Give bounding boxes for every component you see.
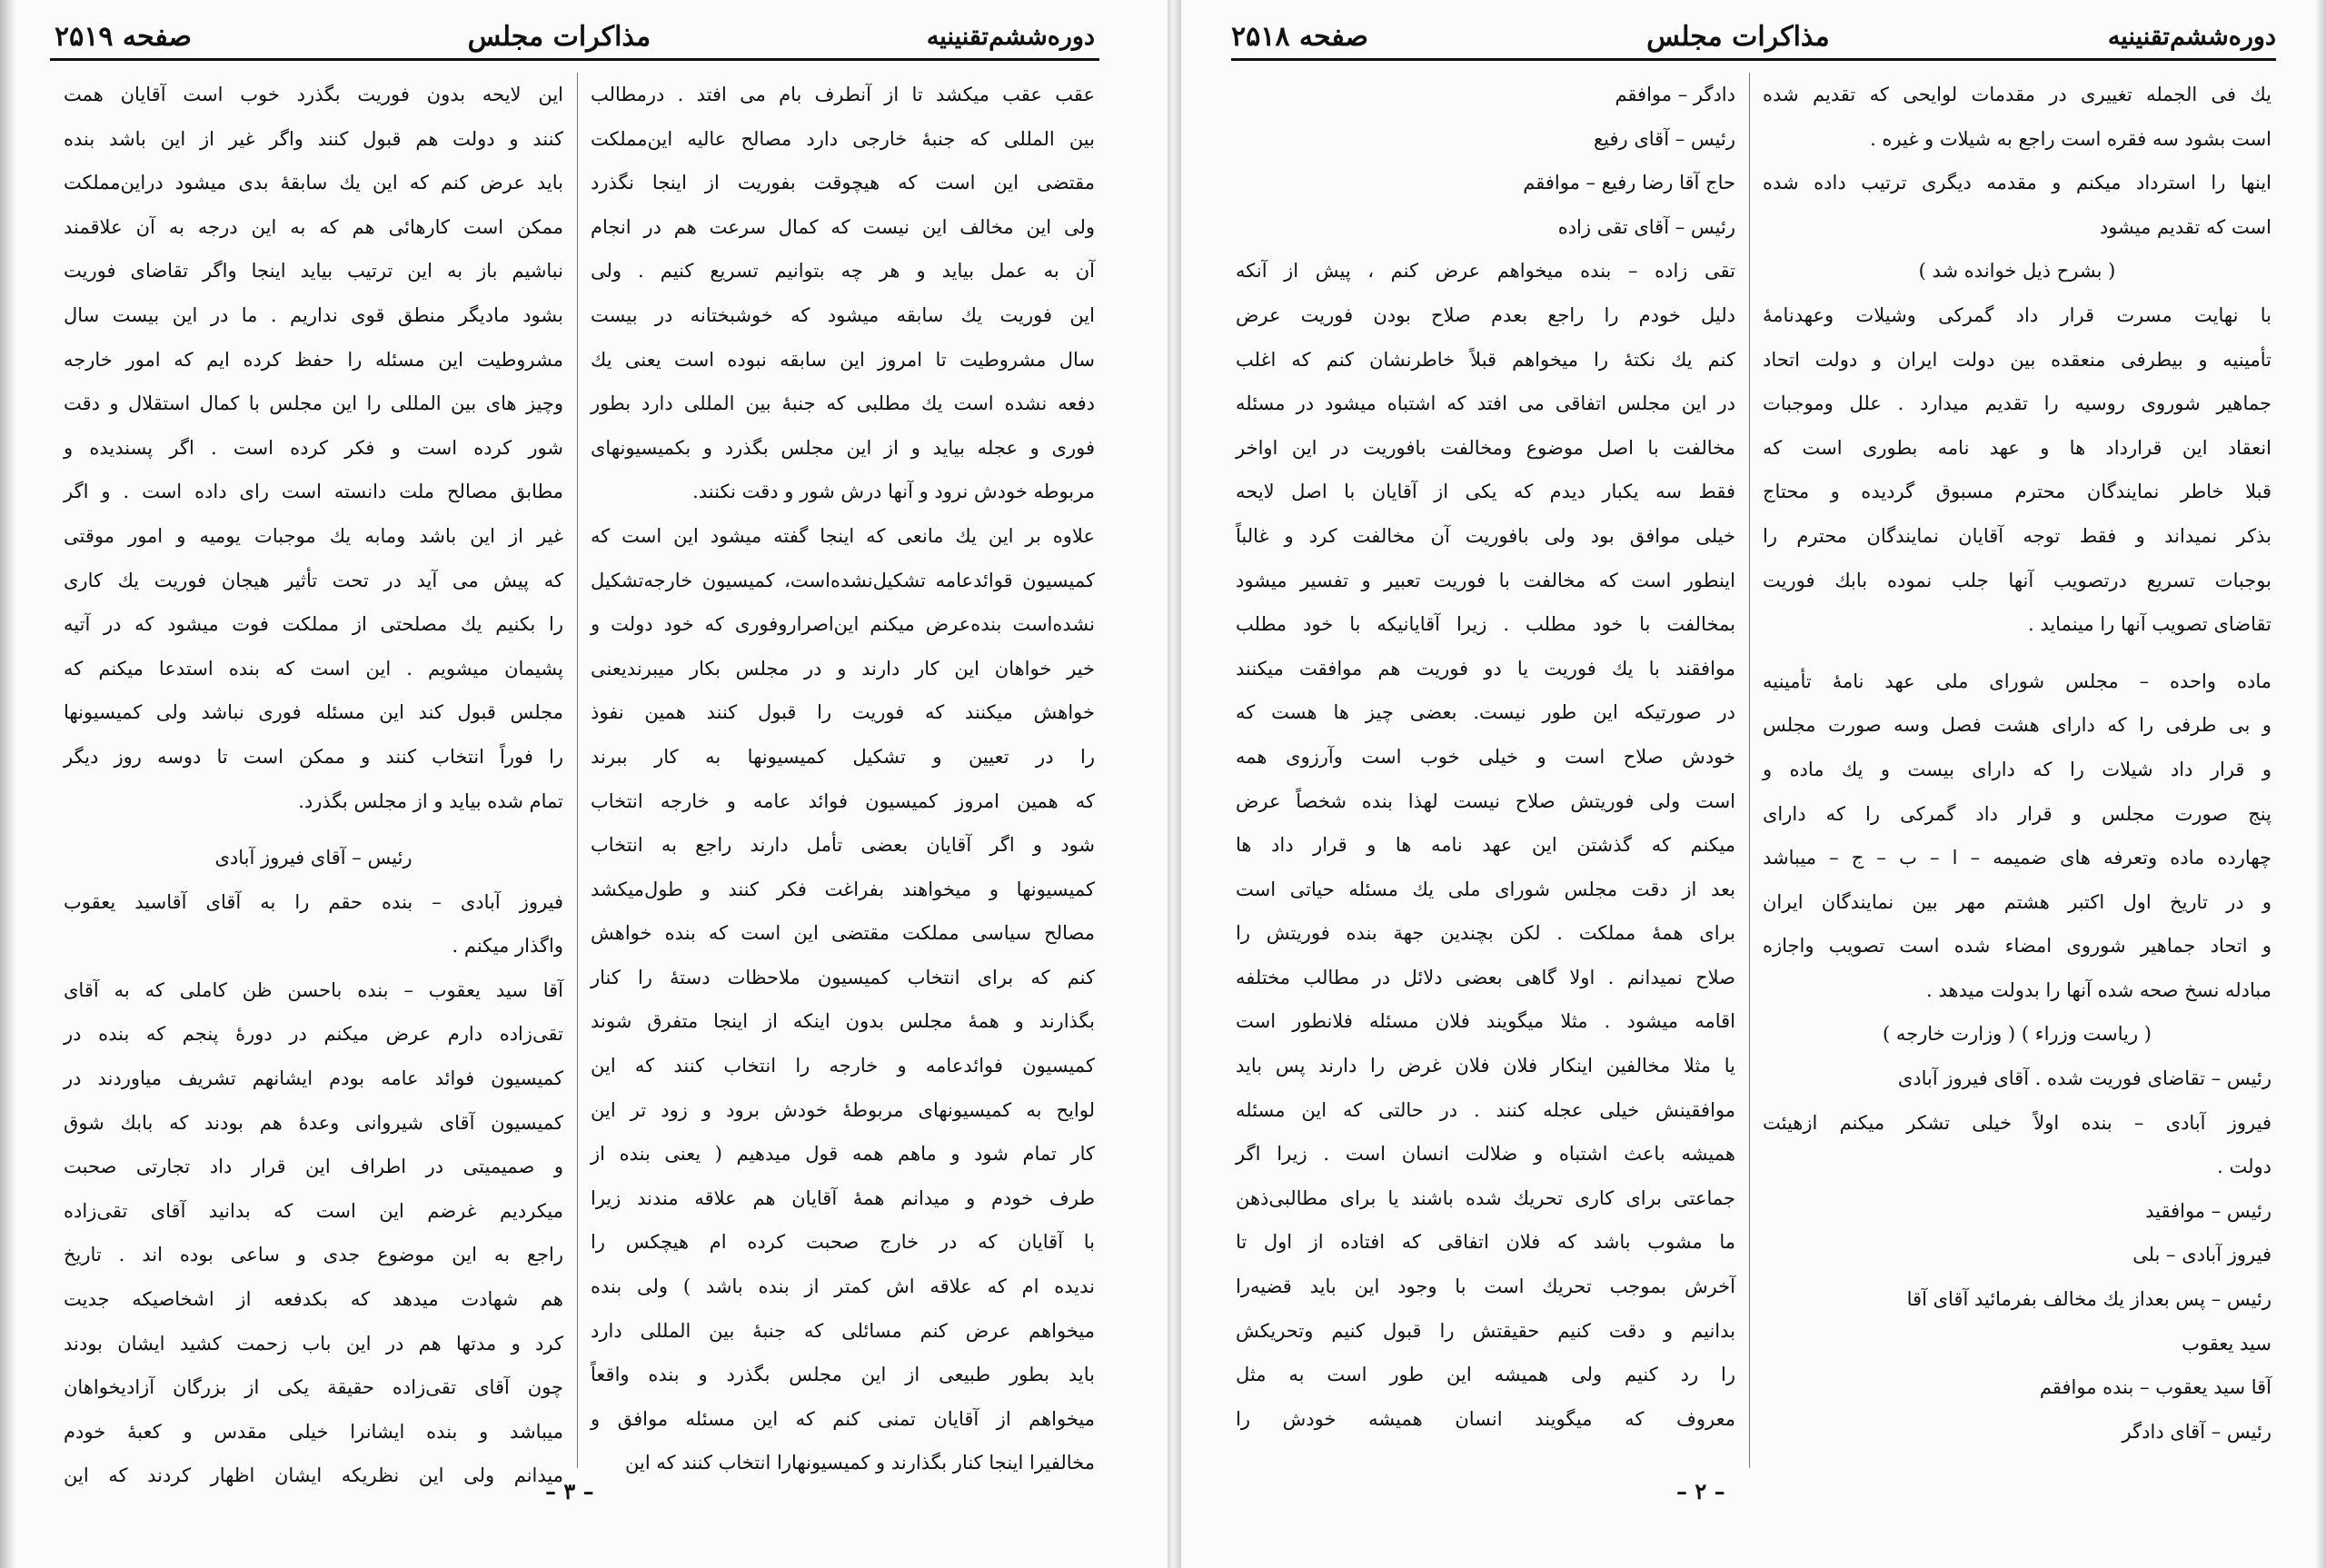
text-line: ( بشرح ذیل خوانده شد ) <box>1918 260 2116 283</box>
text-line: کمیسیونها و میخواهند بفراغت فکر کنند و طول‌میکشد <box>591 878 1095 900</box>
text-line: تقی‌زاده دارم عرض میکنم در دورهٔ پنجم که بنده در <box>64 1023 563 1046</box>
text-column-right <box>591 73 1095 1474</box>
text-line: نشده‌است بنده‌عرض میکنم این‌اصراروفوری که خود دولت و <box>591 613 1095 636</box>
text-line: ممکن است کارهائی هم که به این درجه به آن علاقمند <box>64 215 563 238</box>
page-edge-shadow <box>2315 0 2326 1568</box>
text-line: ماده واحده – مجلس شورای ملی عهد نامهٔ تأمینیه <box>1763 670 2271 692</box>
text-line: واگذار میکنم . <box>452 935 563 958</box>
column-divider <box>577 73 578 1468</box>
text-line: بذکر نمیداند و فقط توجه آقایان نمایندگان محترم را <box>1763 524 2271 547</box>
text-line: کار تمام شود و ماهم همه قول میدهیم ( یعنی بنده از <box>591 1143 1095 1166</box>
page-footer-number: – ۲ – <box>1676 1478 1725 1504</box>
text-line: است بشود سه فقره است راجع به شیلات و غیره . <box>1870 127 2271 150</box>
text-line: علاوه بر این یك مانعی که اینجا گفته میشود این است که <box>591 524 1095 547</box>
text-line: شود و اگر آقایان بعضی تأمل دارند راجع به انتخاب <box>591 834 1095 857</box>
text-line: غیر از این باشد ومابه یك موجبات یومیه و امور موقتی <box>64 524 563 547</box>
text-line: فوری و عجله بیاید و از این مجلس بگذرد و بکمیسیونهای <box>591 436 1095 459</box>
text-line: بوجبات تسریع درتصویب آنها جلب نموده بابك فوریت <box>1763 569 2271 591</box>
text-line: مطابق مصالح ملت دانسته است رای داده است . و اگر <box>64 481 563 503</box>
text-line: چهارده ماده وتعرفه های ضمیمه – ا – ب – ج – میباشد <box>1763 847 2271 869</box>
text-line: جماعتی برای کاری تحریك شده باشند یا برای مطالبی‌ذهن <box>1236 1186 1735 1209</box>
page-number: صفحه ۲۵۱۸ <box>1231 20 1369 53</box>
text-line: خواهش میکنند که فوریت را قبول کنند همین نفوذ <box>591 701 1095 724</box>
text-line: آخرش بموجب تحریك است با وجود این باید قضیه‌را <box>1236 1275 1735 1298</box>
text-line: مخالفت با اصل موضوع ومخالفت بافوریت در این اواخر <box>1236 436 1735 459</box>
text-line: سال مشروطیت تا امروز این سابقه نبوده است یعنی یك <box>591 348 1095 371</box>
header-rule <box>50 58 1099 61</box>
text-line: بشود مادیگر منطق قوی نداریم . ما در این بیست سال <box>64 303 563 326</box>
text-line: رئیس – آقای دادگر <box>2122 1420 2271 1443</box>
text-line: مقتضی این است که هیچوقت بفوریت از اینجا نگذرد <box>591 172 1095 194</box>
text-line: فیروز آبادی – بنده حقم را به آقای آقاسید یعقوب <box>64 890 563 913</box>
page-header <box>55 16 1095 56</box>
text-line: جماهیر شوروی روسیه را تقدیم میدارد . علل وموجبات <box>1763 392 2271 415</box>
page-footer-number: – ۳ – <box>545 1478 594 1504</box>
text-line: رئیس – آقای رفیع <box>1593 127 1735 150</box>
text-line: صلاح نمیدانم . اولا گاهی بعضی دلائل در مطالب مختلفه <box>1236 966 1735 988</box>
text-line: تأمینیه و بیطرفی منعقده بین دولت ایران و دولت اتحاد <box>1763 348 2271 371</box>
text-line: میکنم که گذشتن این عهد نامه ها و قرار داد ها <box>1236 834 1735 857</box>
text-column-right <box>1763 73 2271 1468</box>
text-line: ولی این مخالف این نیست که کمال سرعت هم در انجام <box>591 215 1095 238</box>
header-rule <box>1231 58 2276 61</box>
text-column-left <box>64 73 563 1487</box>
text-line: پشیمان میشویم . این است که بنده استدعا میکنم که <box>64 657 563 680</box>
text-line: مربوطه خودش نرود و آنها درش شور و دقت نکنند. <box>692 481 1095 503</box>
text-line: همیشه باعث اشتباه و ضلالت انسان است . زیرا اگر <box>1236 1143 1735 1166</box>
text-line: اینها را استرداد میکنم و مقدمه دیگری ترتیب داده شده <box>1763 172 2271 194</box>
text-line: کمیسیون فوائد عامه بودم ایشانهم تشریف میاوردند در <box>64 1067 563 1090</box>
text-line: کمیسیون قوائدعامه تشکیل‌نشده‌است، کمیسیون خارجه‌تشکیل <box>591 569 1095 591</box>
text-line: اینطور است که مخالفت با فوریت تعبیر و تفسیر میشود <box>1236 569 1735 591</box>
text-line: کنند و دولت هم قبول کنند واگر غیر از این باشد بنده <box>64 127 563 150</box>
text-line: شور کرده است و فکر کرده است . اگر پسندیده و <box>64 436 563 459</box>
journal-title: مذاكرات مجلس <box>467 20 651 53</box>
text-line: فقط سه یکبار دیدم که یکی از آقایان با اصل لایحه <box>1236 481 1735 503</box>
text-line: کنم که برای انتخاب کمیسیون ملاحظات دستهٔ را کنار <box>591 966 1095 988</box>
page-2518 <box>1181 0 2326 1568</box>
text-line: فیروز آبادی – بنده اولاً خیلی تشکر میکنم ازهیئت <box>1763 1111 2271 1134</box>
text-line: میخواهم از آقایان تمنی کنم که این مسئله موافق و <box>591 1407 1095 1430</box>
page-header <box>1231 16 2276 56</box>
text-line: و بی طرفی را که دارای هشت فصل وسه صورت مجلس <box>1763 714 2271 737</box>
text-line: را رد کنیم ولی همیشه این طور است به مثل <box>1236 1364 1735 1386</box>
text-line: خیلی موافق بود ولی بافوریت آن مخالفت کرد و غالباً <box>1236 524 1735 547</box>
text-line: میدانم ولی این نظریکه ایشان اظهار کردند که این <box>64 1464 563 1487</box>
text-line: خودش صلاح است و خیلی خوب است وآرزوی همه <box>1236 745 1735 768</box>
text-line: بدانیم و دقت کنیم حقیقتش را قبول کنیم وتحریکش <box>1236 1319 1735 1342</box>
text-line: ( ریاست وزراء ) ( وزارت خارجه ) <box>1882 1023 2152 1046</box>
text-line: باید عرض کنم که این یك سابقهٔ بدی میشود در‌این‌مملکت <box>64 172 563 194</box>
text-line: اقامه میشود . مثلا میگویند فلان مسئله فلانطور است <box>1236 1010 1735 1033</box>
text-line: لوایح به کمیسیونهای مربوطهٔ خودش برود و زود تر این <box>591 1098 1095 1121</box>
period-label: دوره‌ششم‌تقنينيه <box>926 22 1095 51</box>
text-line: و اتحاد جماهیر شوروی امضاء شده است تصویب واجازه <box>1763 935 2271 958</box>
text-line: ندیده ام که علاقه اش کمتر از بنده باشد ) ولی بنده <box>591 1275 1095 1298</box>
column-divider <box>1749 73 1750 1468</box>
binding-gutter <box>1168 0 1181 1568</box>
text-line: بین المللی که جنبهٔ خارجی دارد مصالح عالیه این‌مملکت <box>591 127 1095 150</box>
text-line: این فوریت یك سابقه میشود که خوشبختانه در بیست <box>591 303 1095 326</box>
text-column-left <box>1236 73 1735 1468</box>
text-line: سید یعقوب <box>2182 1332 2271 1355</box>
text-line: که همین امروز کمیسیون فوائد عامه و خارجه انتخاب <box>591 789 1095 812</box>
text-line: مخالفیرا اینجا کنار بگذارند و کمیسیونهارا انتخاب کنند که این <box>624 1452 1095 1474</box>
text-line: بگذارند و همهٔ مجلس بدون اینکه از اینجا متفرق شوند <box>591 1010 1095 1033</box>
text-line: بمخالفت با خود مطلب . زیرا آقایانیکه با خود مطلب <box>1236 613 1735 636</box>
text-line: مصالح سیاسی مملکت مقتضی این است که بنده خواهش <box>591 922 1095 945</box>
text-line: موافقینش خیلی عجله کنند . در حالتی که این مسئله <box>1236 1098 1735 1121</box>
text-line: تقاضای تصویب آنها را مینماید . <box>2027 613 2271 636</box>
text-line: آقا سید یعقوب – بنده موافقم <box>2039 1376 2271 1399</box>
text-line: میخواهم عرض کنم مسائلی که جنبهٔ بین المللی دارد <box>591 1319 1095 1342</box>
text-line: مبادله نسخ صحه شده آنها را بدولت میدهد . <box>1926 978 2271 1001</box>
text-line: رئیس – موافقید <box>2145 1199 2271 1222</box>
journal-title: مذاكرات مجلس <box>1646 20 1830 53</box>
text-line: فیروز آبادی – بلی <box>2132 1244 2271 1266</box>
text-line: وچیز های بین المللی را این مجلس با کمال استقلال و دقت <box>64 392 563 415</box>
text-line: تقی زاده – بنده میخواهم عرض کنم ، پیش از آنکه <box>1236 260 1735 283</box>
text-line: برای همهٔ مملکت . لکن بچندین جهة بنده فوریتش را <box>1236 922 1735 945</box>
text-line: رئیس – تقاضای فوریت شده . آقای فیروز آبادی <box>1897 1067 2271 1090</box>
page-edge-shadow <box>0 0 16 1568</box>
text-line: مشروطیت این مسئله را حفظ کرده ایم که امور خارجه <box>64 348 563 371</box>
text-line: طرف خودم و میدانم همهٔ آقایان هم علاقه مندند زیرا <box>591 1186 1095 1209</box>
text-line: را در تعیین و تشکیل کمیسیونها به کار ببرند <box>591 745 1095 768</box>
text-line: با آقایان که در خارج صحبت کرده ام هیچکس را <box>591 1231 1095 1254</box>
text-line: کمیسیون آقای شیروانی وعدهٔ هم بودند که بابك شوق <box>64 1111 563 1134</box>
text-line: حاج آقا رضا رفیع – موافقم <box>1523 172 1735 194</box>
text-line: کمیسیون فوائدعامه و خارجه را انتخاب کنند که این <box>591 1055 1095 1077</box>
text-line: رئیس – آقای تقی زاده <box>1557 215 1735 238</box>
text-line: یك فی الجمله تغییری در مقدمات لوایحی که تقدیم شده <box>1763 84 2271 105</box>
period-label: دوره‌ششم‌تقنينيه <box>2107 22 2276 51</box>
text-line: با نهایت مسرت قرار داد گمرکی وشیلات وعهدنامهٔ <box>1763 303 2271 326</box>
text-line: پنج صورت مجلس و قرار داد گمرکی را که دارای <box>1763 802 2271 825</box>
text-line: کرد و مدتها هم در این باب زحمت کشید ایشان بودند <box>64 1332 563 1355</box>
text-line: میکردیم غرضم این است که بدانید آقای تقی‌زاده <box>64 1199 563 1222</box>
text-line: میباشد و بنده ایشانرا خیلی مقدس و کعبهٔ خودم <box>64 1420 563 1443</box>
speaker-heading: رئیس – آقای فیروز آبادی <box>214 847 413 869</box>
text-line: دولت . <box>2217 1156 2271 1178</box>
text-line: انعقاد این قرارداد ها و عهد نامه بطوری است که <box>1763 436 2271 459</box>
text-line: است ولی فوریتش صلاح نیست لهذا بنده شخصاً عرض <box>1236 789 1735 812</box>
text-line: هم شهادت میدهد که بکدفعه از اشخاصیکه جدیت <box>64 1288 563 1311</box>
text-line: را فوراً انتخاب کنند و ممکن است تا دوسه روز دیگر <box>64 745 563 768</box>
text-line: باید بطور طبیعی از این مجلس بگذرد و بنده واقعاً <box>591 1364 1095 1386</box>
text-line: موافقند با یك فوریت یا دو فوریت هم موافقت میکنند <box>1236 657 1735 680</box>
paragraph-gap <box>64 823 563 836</box>
text-line: قبلا خاطر نمایندگان محترم مسبوق گردیده و محتاج <box>1763 481 2271 503</box>
text-line: را بکنیم یك مصلحتی از مملکت فوت میشود که در آتیه <box>64 613 563 636</box>
text-line: یا مثلا مخالفین اینکار فلان فلان غرض را دارند پس باید <box>1236 1055 1735 1077</box>
text-line: در این مجلس اتفاقی می افتد که اشتباه میشود در مسئله <box>1236 392 1735 415</box>
paragraph-gap <box>1763 647 2271 660</box>
text-line: و قرار داد شیلات را که دارای بیست و یك ماده و <box>1763 758 2271 780</box>
text-line: بعد از دقت مجلس شورای ملی یك مسئله حیاتی است <box>1236 878 1735 900</box>
text-line: آن به عمل بیاید و هر چه بتوانیم تسریع کنیم . ولی <box>591 260 1095 283</box>
text-line: این لایحه بدون فوریت بگذرد خوب است آقایان همت <box>64 84 563 105</box>
text-line: راجع به این موضوع جدی و ساعی بوده اند . تاریخ <box>64 1244 563 1266</box>
text-line: آقا سید یعقوب – بنده باحسن ظن کاملی که به آقای <box>64 978 563 1001</box>
text-line: دفعه نشده است یك مطلبی که جنبهٔ بین المللی دارد بطور <box>591 392 1095 415</box>
text-line: رئیس – پس بعداز یك مخالف بفرمائید آقای آقا <box>1906 1288 2271 1311</box>
text-line: چون آقای تقی‌زاده حقیقة یکی از بزرگان آزادیخواهان <box>64 1376 563 1399</box>
text-line: عقب عقب میکشد تا از آنطرف بام می افتد . درمطالب <box>591 84 1095 105</box>
page-number: صفحه ۲۵۱۹ <box>55 20 193 53</box>
text-line: دلیل خودم را راجع بعدم صلاح بودن فوریت عرض <box>1236 303 1735 326</box>
text-line: کنم یك نکتهٔ را میخواهم قبلاً خاطرنشان کنم که اغلب <box>1236 348 1735 371</box>
text-line: خیر خواهان این کار دارند و در مجلس بکار میبرندیعنی <box>591 657 1095 680</box>
text-line: و در تاریخ اول اکتبر هشتم مهر بین نمایندگان ایران <box>1763 890 2271 913</box>
text-line: است که تقدیم میشود <box>2099 215 2271 238</box>
text-line: نباشیم باز به این ترتیب بیاید اینجا واگر تقاضای فوریت <box>64 260 563 283</box>
text-line: در صورتیکه این طور نیست. بعضی چیز ها هست که <box>1236 701 1735 724</box>
text-line: که پیش می آید در تحت تأثیر هیجان فوریت یك کاری <box>64 569 563 591</box>
text-line: معروف که میگویند انسان همیشه خودش را <box>1236 1407 1735 1430</box>
text-line: دادگر – موافقم <box>1615 84 1735 105</box>
text-line: مجلس قبول کند این مسئله فوری نباشد ولی کمیسیونها <box>64 701 563 724</box>
text-line: تمام شده بیاید و از مجلس بگذرد. <box>298 789 563 812</box>
text-line: ما مشوب باشد که فلان اتفاقی که افتاده از اول تا <box>1236 1231 1735 1254</box>
text-line: و صمیمیتی در اطراف این قرار داد تجارتی صحبت <box>64 1156 563 1178</box>
